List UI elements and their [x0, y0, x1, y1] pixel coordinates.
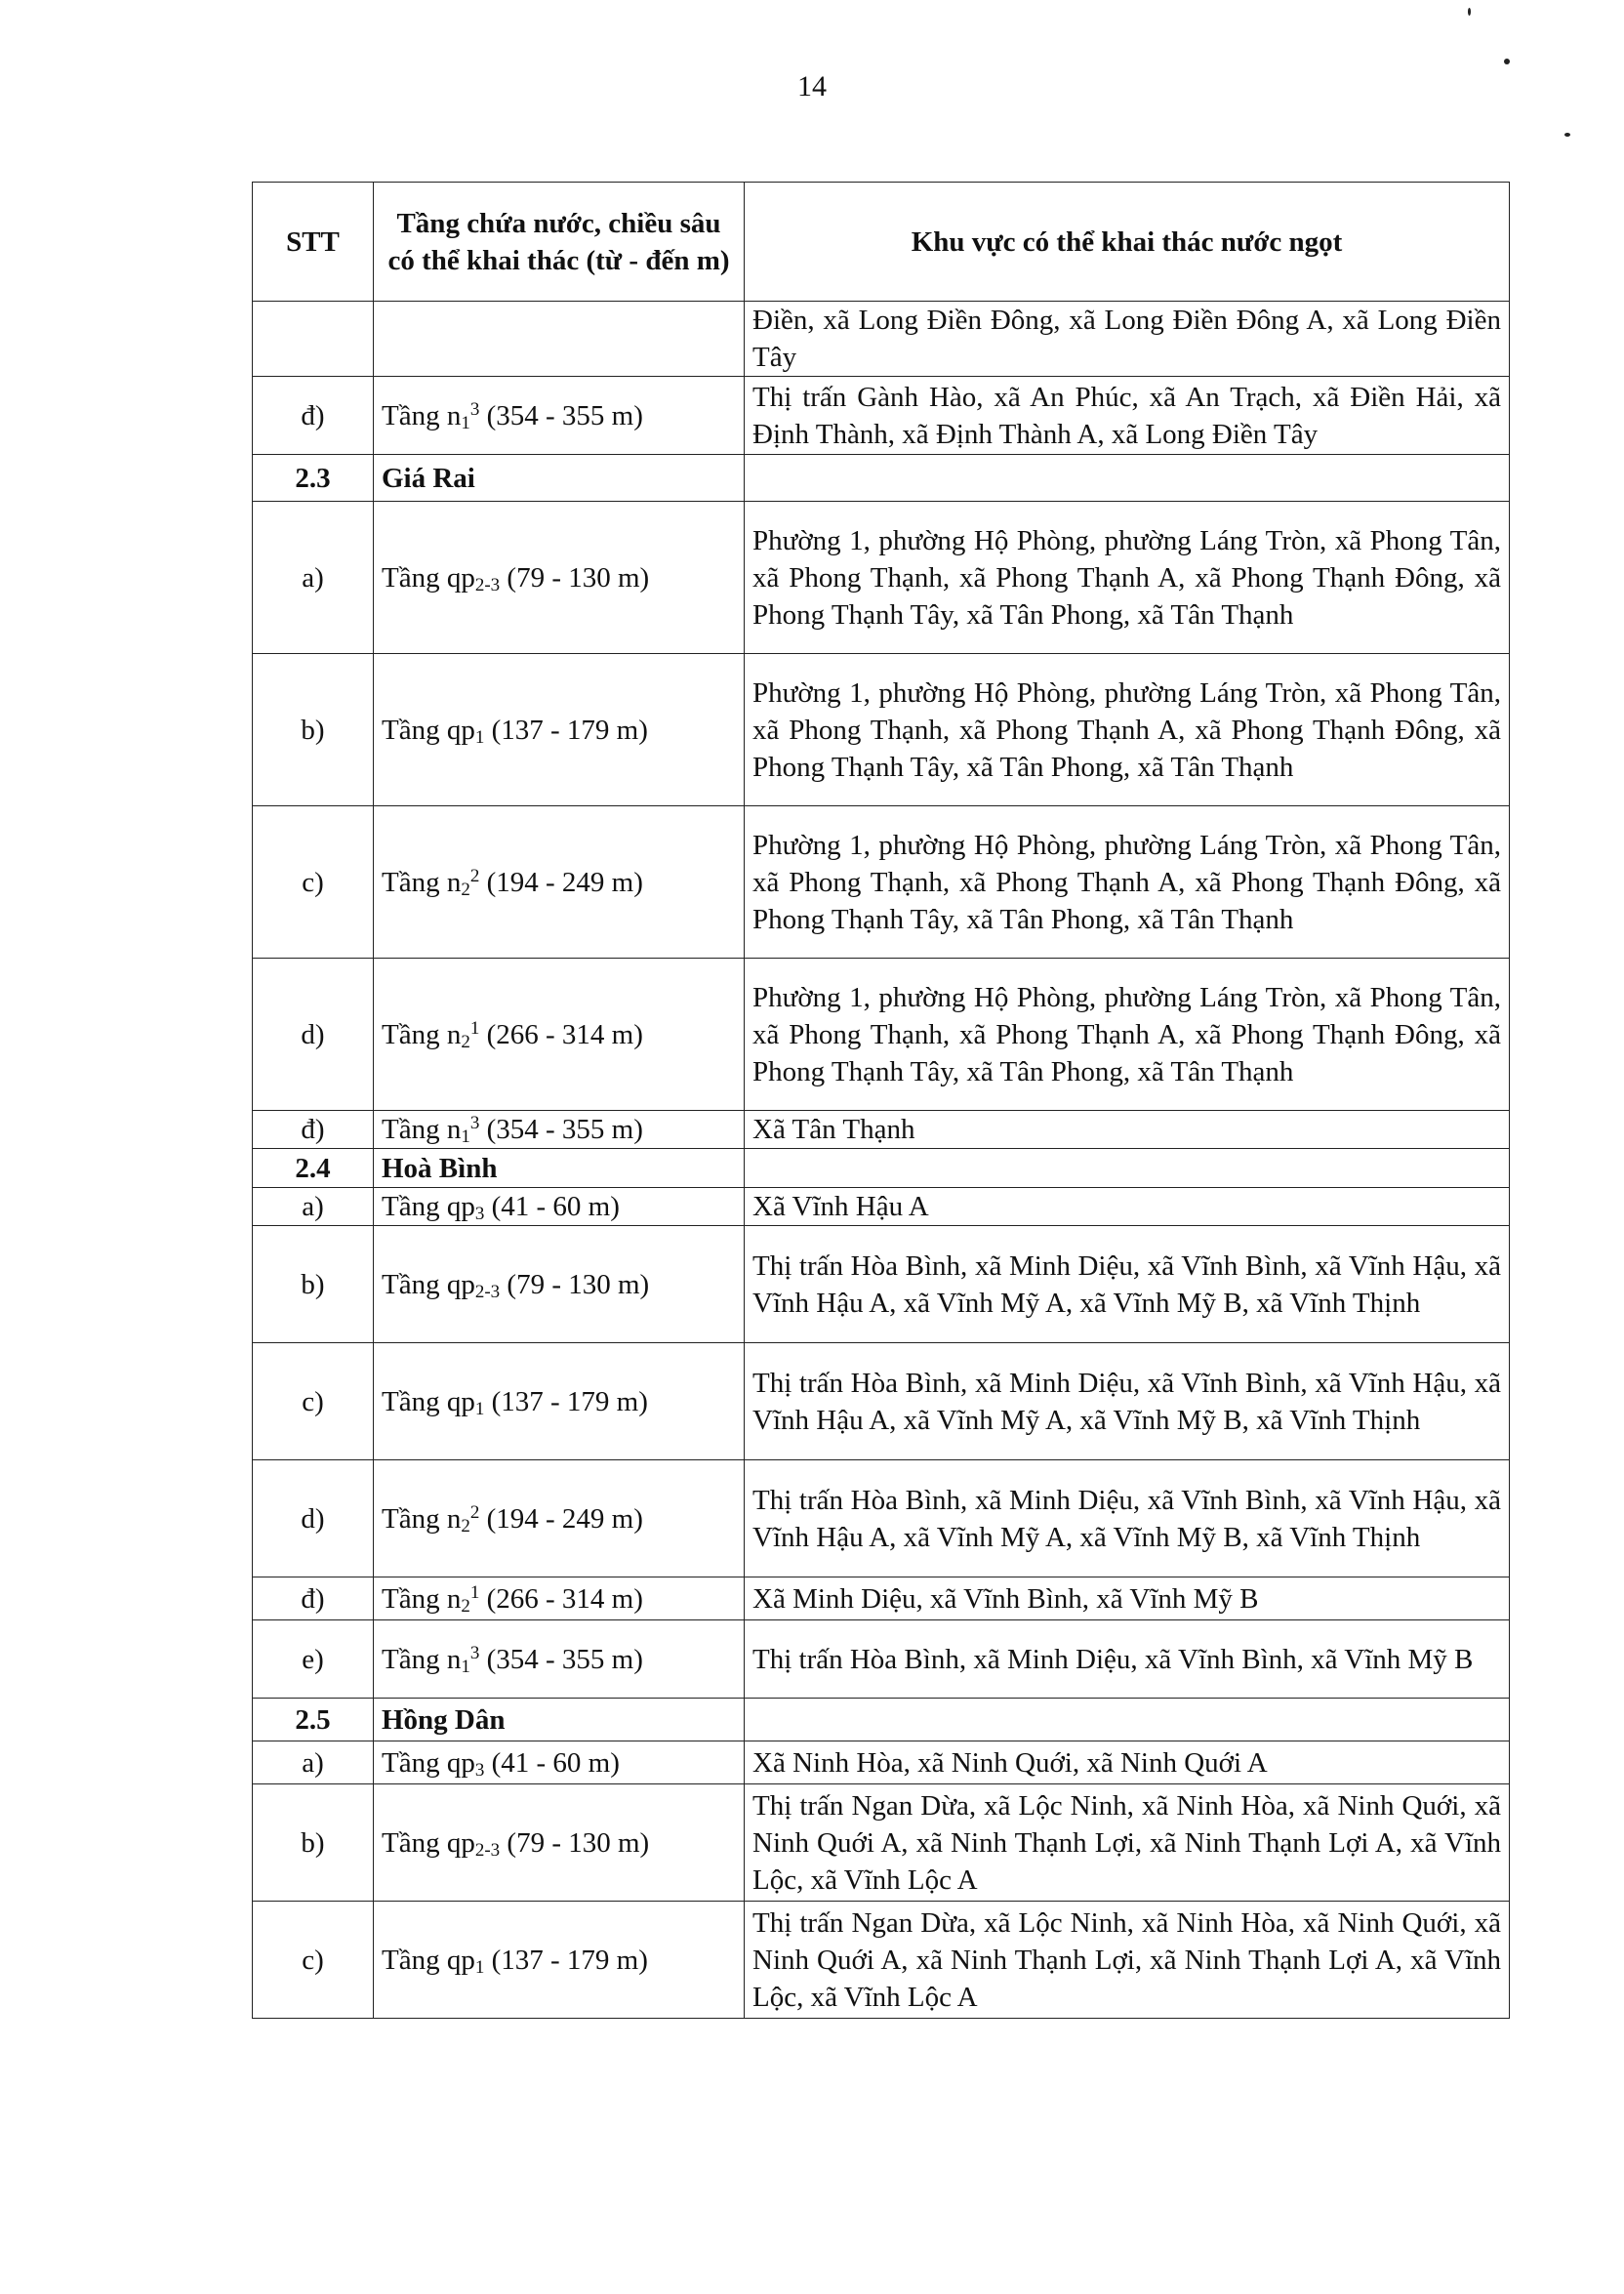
- section-number: 2.5: [253, 1699, 374, 1741]
- row-layer: [374, 1460, 745, 1577]
- row-stt: c): [253, 1902, 374, 2019]
- layer-depth: (41 - 60 m): [484, 1746, 620, 1779]
- table-row: [253, 1620, 1510, 1699]
- layer-prefix: Tầng qp: [382, 1191, 475, 1222]
- layer-subscript: 1: [474, 1956, 485, 1978]
- section-number: 2.3: [253, 455, 374, 502]
- row-area: Phường 1, phường Hộ Phòng, phường Láng Tròn, xã Phong Tân, xã Phong Thạnh, xã Phong Thạnh A, xã Phong Thạnh Đông, xã Phong Thạnh Tây, xã Tân Phong, xã Tân Thạnh: [745, 959, 1510, 1111]
- row-layer: [374, 302, 745, 377]
- table-row: [253, 1343, 1510, 1460]
- row-stt: a): [253, 1188, 374, 1226]
- layer-depth: (41 - 60 m): [484, 1191, 620, 1222]
- layer-depth: (266 - 314 m): [479, 1582, 643, 1615]
- row-stt: b): [253, 1226, 374, 1343]
- layer-prefix: Tầng qp: [382, 561, 475, 594]
- layer-prefix: Tầng n: [382, 1643, 462, 1675]
- layer-depth: (354 - 355 m): [479, 399, 643, 431]
- layer-subscript: 2-3: [474, 1839, 501, 1861]
- row-stt: a): [253, 1741, 374, 1784]
- table-row: [253, 1784, 1510, 1902]
- layer-prefix: Tầng n: [382, 1502, 462, 1535]
- row-layer: [374, 1188, 745, 1226]
- section-name: Hoà Bình: [374, 1149, 745, 1188]
- row-stt: [253, 302, 374, 377]
- section-empty-cell: [745, 1149, 1510, 1188]
- table-row: [253, 502, 1510, 654]
- row-layer: [374, 806, 745, 959]
- row-area: Xã Tân Thạnh: [745, 1111, 1510, 1149]
- table-row: [253, 1577, 1510, 1620]
- row-area: Phường 1, phường Hộ Phòng, phường Láng Tròn, xã Phong Tân, xã Phong Thạnh, xã Phong Thạnh A, xã Phong Thạnh Đông, xã Phong Thạnh Tây, xã Tân Phong, xã Tân Thạnh: [745, 654, 1510, 806]
- layer-prefix: Tầng qp: [382, 1826, 475, 1859]
- header-stt: STT: [253, 183, 374, 302]
- layer-prefix: Tầng n: [382, 1582, 462, 1615]
- layer-superscript: 2: [469, 1501, 480, 1523]
- layer-superscript: 3: [469, 1642, 480, 1663]
- layer-prefix: Tầng qp: [382, 1268, 475, 1300]
- layer-subscript: 2: [461, 1031, 470, 1052]
- row-area: Xã Vĩnh Hậu A: [745, 1188, 1510, 1226]
- layer-prefix: Tầng qp: [382, 1385, 475, 1417]
- layer-prefix: Tầng qp: [382, 714, 475, 746]
- row-area: Thị trấn Gành Hào, xã An Phúc, xã An Trạch, xã Điền Hải, xã Định Thành, xã Định Thành A, xã Long Điền Tây: [745, 377, 1510, 455]
- row-area: Thị trấn Hòa Bình, xã Minh Diệu, xã Vĩnh Bình, xã Vĩnh Hậu, xã Vĩnh Hậu A, xã Vĩnh Mỹ A, xã Vĩnh Mỹ B, xã Vĩnh Thịnh: [745, 1343, 1510, 1460]
- row-stt: a): [253, 502, 374, 654]
- header-layer: Tầng chứa nước, chiều sâu có thể khai thác (từ - đến m): [374, 183, 745, 302]
- table-body: [253, 302, 1510, 2019]
- row-stt: c): [253, 1343, 374, 1460]
- layer-depth: (194 - 249 m): [479, 866, 643, 898]
- section-number: 2.4: [253, 1149, 374, 1188]
- row-layer: [374, 1620, 745, 1699]
- layer-subscript: 2-3: [474, 1281, 501, 1302]
- scan-speck: [1504, 59, 1510, 64]
- layer-depth: (137 - 179 m): [484, 714, 648, 746]
- groundwater-table: [252, 182, 1510, 2019]
- row-stt: đ): [253, 1111, 374, 1149]
- section-empty-cell: [745, 455, 1510, 502]
- layer-depth: (266 - 314 m): [479, 1018, 643, 1050]
- layer-superscript: 3: [469, 398, 480, 420]
- layer-subscript: 1: [461, 1656, 470, 1677]
- scan-speck: [1468, 8, 1471, 16]
- row-stt: b): [253, 654, 374, 806]
- layer-subscript: 2: [461, 1595, 470, 1617]
- layer-depth: (137 - 179 m): [484, 1944, 648, 1976]
- table-header-row: [253, 183, 1510, 302]
- row-layer: [374, 959, 745, 1111]
- layer-prefix: Tầng n: [382, 866, 462, 898]
- layer-superscript: 3: [469, 1113, 480, 1133]
- layer-prefix: Tầng n: [382, 1018, 462, 1050]
- section-row: [253, 1699, 1510, 1741]
- layer-prefix: Tầng n: [382, 399, 462, 431]
- table-row: [253, 959, 1510, 1111]
- row-stt: d): [253, 959, 374, 1111]
- layer-subscript: 1: [474, 726, 485, 748]
- header-area: Khu vực có thể khai thác nước ngọt: [745, 183, 1510, 302]
- layer-subscript: 2: [461, 879, 470, 900]
- layer-depth: (194 - 249 m): [479, 1502, 643, 1535]
- row-area: Phường 1, phường Hộ Phòng, phường Láng Tròn, xã Phong Tân, xã Phong Thạnh, xã Phong Thạnh A, xã Phong Thạnh Đông, xã Phong Thạnh Tây, xã Tân Phong, xã Tân Thạnh: [745, 806, 1510, 959]
- row-area: Phường 1, phường Hộ Phòng, phường Láng Tròn, xã Phong Tân, xã Phong Thạnh, xã Phong Thạnh A, xã Phong Thạnh Đông, xã Phong Thạnh Tây, xã Tân Phong, xã Tân Thạnh: [745, 502, 1510, 654]
- row-stt: c): [253, 806, 374, 959]
- table-row: [253, 1902, 1510, 2019]
- layer-depth: (354 - 355 m): [479, 1114, 643, 1145]
- section-name: Hồng Dân: [374, 1699, 745, 1741]
- row-stt: đ): [253, 377, 374, 455]
- layer-depth: (79 - 130 m): [500, 1826, 650, 1859]
- row-layer: [374, 1577, 745, 1620]
- row-layer: [374, 1902, 745, 2019]
- layer-depth: (354 - 355 m): [479, 1643, 643, 1675]
- row-area: Thị trấn Hòa Bình, xã Minh Diệu, xã Vĩnh Bình, xã Vĩnh Hậu, xã Vĩnh Hậu A, xã Vĩnh Mỹ A, xã Vĩnh Mỹ B, xã Vĩnh Thịnh: [745, 1226, 1510, 1343]
- table-row: [253, 1741, 1510, 1784]
- layer-subscript: 1: [461, 412, 470, 433]
- layer-subscript: 2: [461, 1515, 470, 1536]
- row-stt: e): [253, 1620, 374, 1699]
- layer-subscript: 1: [461, 1127, 470, 1147]
- layer-subscript: 3: [474, 1759, 485, 1781]
- row-layer: [374, 1111, 745, 1149]
- section-row: [253, 1149, 1510, 1188]
- row-area: Điền, xã Long Điền Đông, xã Long Điền Đông A, xã Long Điền Tây: [745, 302, 1510, 377]
- table-row: [253, 302, 1510, 377]
- page-number: 14: [797, 70, 827, 102]
- layer-depth: (137 - 179 m): [484, 1385, 648, 1417]
- layer-superscript: 2: [469, 865, 480, 886]
- layer-subscript: 2-3: [474, 574, 501, 595]
- scan-speck: [1564, 133, 1570, 137]
- section-empty-cell: [745, 1699, 1510, 1741]
- row-area: Thị trấn Hòa Bình, xã Minh Diệu, xã Vĩnh Bình, xã Vĩnh Mỹ B: [745, 1620, 1510, 1699]
- row-stt: b): [253, 1784, 374, 1902]
- row-area: Thị trấn Hòa Bình, xã Minh Diệu, xã Vĩnh Bình, xã Vĩnh Hậu, xã Vĩnh Hậu A, xã Vĩnh Mỹ A, xã Vĩnh Mỹ B, xã Vĩnh Thịnh: [745, 1460, 1510, 1577]
- row-area: Xã Ninh Hòa, xã Ninh Quới, xã Ninh Quới A: [745, 1741, 1510, 1784]
- row-area: Thị trấn Ngan Dừa, xã Lộc Ninh, xã Ninh Hòa, xã Ninh Quới, xã Ninh Quới A, xã Ninh Thạnh Lợi, xã Ninh Thạnh Lợi A, xã Vĩnh Lộc, xã Vĩnh Lộc A: [745, 1784, 1510, 1902]
- layer-prefix: Tầng qp: [382, 1944, 475, 1976]
- layer-subscript: 1: [474, 1398, 485, 1419]
- row-stt: d): [253, 1460, 374, 1577]
- row-layer: [374, 377, 745, 455]
- row-stt: đ): [253, 1577, 374, 1620]
- layer-depth: (79 - 130 m): [500, 1268, 650, 1300]
- table-row: [253, 654, 1510, 806]
- layer-subscript: 3: [474, 1204, 485, 1224]
- layer-depth: (79 - 130 m): [500, 561, 650, 594]
- row-layer: [374, 654, 745, 806]
- layer-superscript: 1: [469, 1017, 480, 1039]
- layer-prefix: Tầng n: [382, 1114, 462, 1145]
- layer-prefix: Tầng qp: [382, 1746, 475, 1779]
- row-layer: [374, 502, 745, 654]
- table-row: [253, 1111, 1510, 1149]
- section-row: [253, 455, 1510, 502]
- table-row: [253, 1460, 1510, 1577]
- table-row: [253, 377, 1510, 455]
- row-layer: [374, 1741, 745, 1784]
- table-row: [253, 1226, 1510, 1343]
- row-area: Xã Minh Diệu, xã Vĩnh Bình, xã Vĩnh Mỹ B: [745, 1577, 1510, 1620]
- layer-superscript: 1: [469, 1581, 480, 1603]
- table-row: [253, 806, 1510, 959]
- section-name: Giá Rai: [374, 455, 745, 502]
- row-layer: [374, 1343, 745, 1460]
- row-layer: [374, 1226, 745, 1343]
- row-area: Thị trấn Ngan Dừa, xã Lộc Ninh, xã Ninh Hòa, xã Ninh Quới, xã Ninh Quới A, xã Ninh Thạnh Lợi, xã Ninh Thạnh Lợi A, xã Vĩnh Lộc, xã Vĩnh Lộc A: [745, 1902, 1510, 2019]
- row-layer: [374, 1784, 745, 1902]
- table-row: [253, 1188, 1510, 1226]
